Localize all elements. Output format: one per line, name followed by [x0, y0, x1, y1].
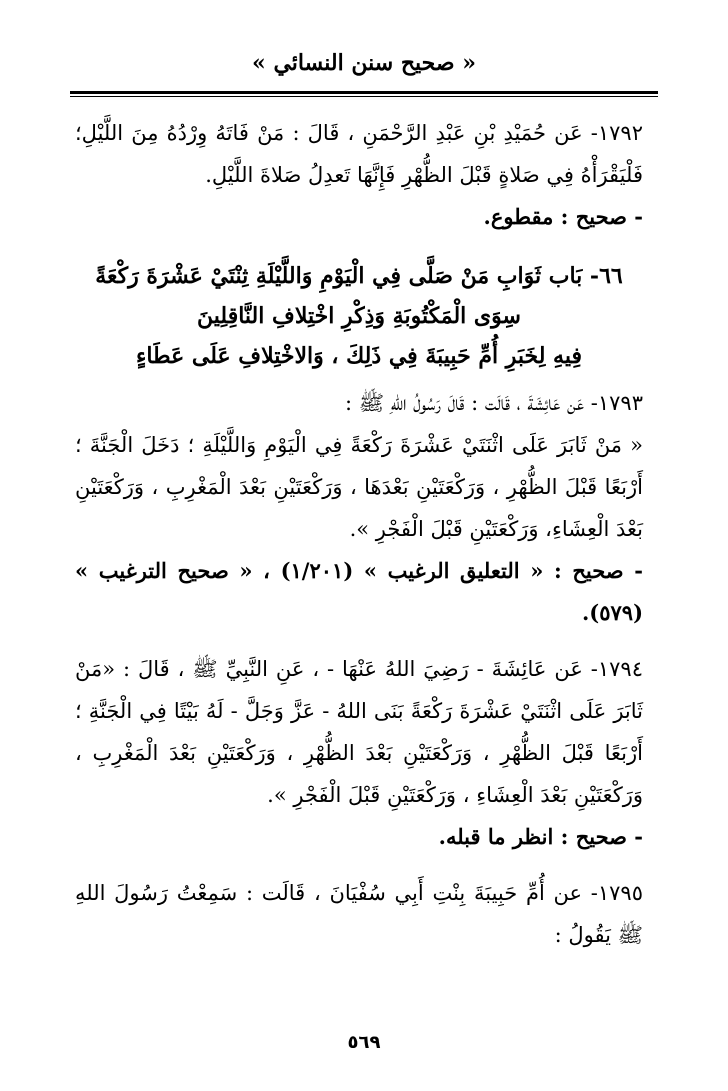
hadith-1794-grade: - صحيح : انظر ما قبله. [438, 824, 643, 849]
chapter-heading-line-3: فِيهِ لِخَبَرِ أُمِّ حَبِيبَةَ فِي ذَلِكَ ، وَالاخْتِلافِ عَلَى عَطَاءٍ [135, 343, 583, 369]
header-rule-thin [70, 96, 658, 97]
chapter-heading [75, 256, 643, 376]
header-rule-thick [70, 91, 658, 94]
page-number: ٥٦٩ [347, 1032, 381, 1053]
hadith-1793-grade: - صحيح : « التعليق الرغيب » (١/٢٠١) ، « صحيح الترغيب » (٥٧٩). [75, 558, 643, 625]
chapter-heading-line-1: ٦٦- بَاب ثَوَابِ مَنْ صَلَّى فِي الْيَوْمِ وَاللَّيْلَةِ ثِنْتَيْ عَشْرَةَ رَكْعَةً [95, 263, 623, 289]
hadith-1792-grade: - صحيح : مقطوع. [483, 204, 643, 229]
hadith-1795-text: ١٧٩٥- عن أُمِّ حَبِيبَةَ بِنْتِ أَبِي سُفْيَانَ ، قَالَت : سَمِعْتُ رَسُولَ اللهِ ﷺ يَقُولُ : [75, 881, 643, 947]
spacer [75, 858, 643, 872]
hadith-1793-intro: ١٧٩٣- عَن عَائِشَةَ ، قَالَت : قَالَ رَسُولُ اللهِ ﷺ : [344, 391, 643, 415]
spacer [75, 634, 643, 648]
chapter-heading-line-2: سِوَى الْمَكْتُوبَةِ وَذِكْرِ اخْتِلافِ النَّاقِلِينَ [197, 303, 521, 329]
hadith-1794-text: ١٧٩٤- عَن عَائِشَةَ - رَضِيَ اللهُ عَنْهَا - ، عَنِ النَّبِيِّ ﷺ ، قَالَ : «مَنْ ثَابَرَ عَلَى اثْنَتَيْ عَشْرَةَ رَكْعَةً بَنَى اللهُ - عَزَّ وَجَلَّ - لَهُ بَيْتًا فِي الْجَنَّةِ ؛ أَرْبَعًا قَبْلَ الظُّهْرِ ، وَرَكْعَتَيْنِ بَعْدَ الظُّهْرِ ، وَرَكْعَتَيْنِ بَعْدَ الْمَغْرِبِ ، وَرَكْعَتَيْنِ بَعْدَ الْعِشَاءِ ، وَرَكْعَتَيْنِ قَبْلَ الْفَجْرِ ». [75, 657, 643, 807]
running-header: « صحيح سنن النسائي » [252, 50, 476, 76]
hadith-1793-text: « مَنْ ثَابَرَ عَلَى اثْنَتَيْ عَشْرَةَ رَكْعَةً فِي الْيَوْمِ وَاللَّيْلَةِ ؛ دَخَلَ الْجَنَّةَ ؛ أَرْبَعًا قَبْلَ الظُّهْرِ ، وَرَكْعَتَيْنِ بَعْدَهَا ، وَرَكْعَتَيْنِ بَعْدَ الْمَغْرِبِ ، وَرَكْعَتَيْنِ بَعْدَ الْعِشَاءِ، وَرَكْعَتَيْنِ قَبْلَ الْفَجْرِ ». [75, 433, 643, 541]
page-content [75, 112, 643, 956]
hadith-1792-text: ١٧٩٢- عَن حُمَيْدِ بْنِ عَبْدِ الرَّحْمَنِ ، قَالَ : مَنْ فَاتَهُ وِرْدُهُ مِنَ اللَّيْلِ؛ فَلْيَقْرَأْهُ فِي صَلاةٍ قَبْلَ الظُّهْرِ فَإِنَّهَا تَعدِلُ صَلاةَ اللَّيْلِ. [75, 121, 643, 187]
